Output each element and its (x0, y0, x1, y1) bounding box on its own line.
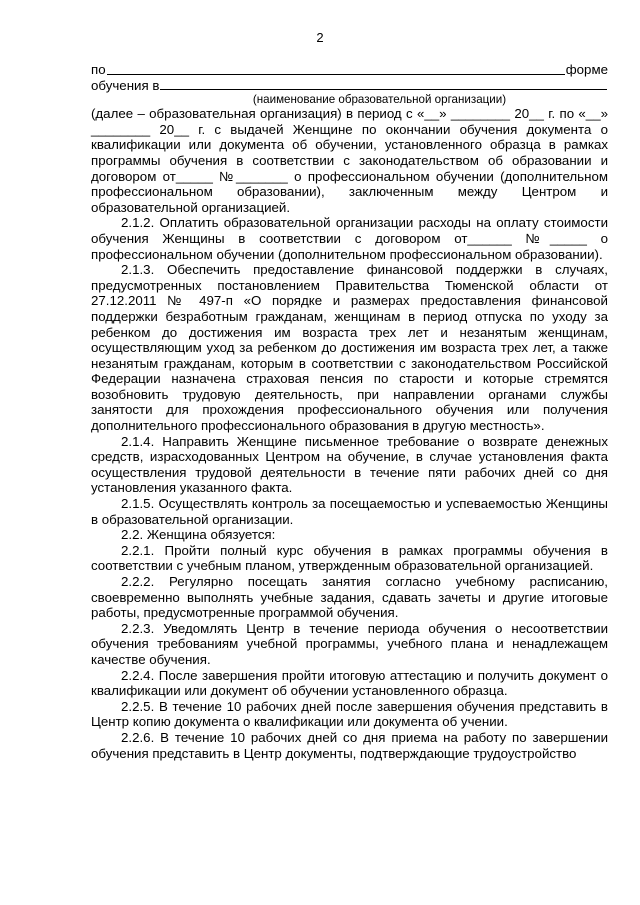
document-paragraph: 2.1.5. Осуществлять контроль за посещаемостью и успеваемостью Женщины в образовательной организации. (91, 496, 608, 527)
header-line-prefix: по (91, 62, 106, 77)
document-paragraph: 2.2.1. Пройти полный курс обучения в рамках программы обучения в соответствии с учебным планом, утвержденным образовательной организацией. (91, 542, 608, 574)
org-blank-field (160, 78, 607, 90)
org-line (91, 78, 608, 94)
org-caption: (наименование образовательной организации) (252, 93, 507, 107)
org-line-prefix: обучения в (91, 77, 160, 93)
document-paragraph: 2.2.4. После завершения пройти итоговую аттестацию и получить документ о квалификации или документ об обучении установленного образца. (91, 667, 608, 699)
document-paragraph: 2.1.4. Направить Женщине письменное требование о возврате денежных средств, израсходованных Центром на обучение, в случае установления факта осуществления трудовой деятельности в течение пяти рабочих дней со дня установления указанного факта. (91, 433, 608, 496)
document-paragraph: 2.1.2. Оплатить образовательной организации расходы на оплату стоимости обучения Женщины в соответствии с договором от______ №_____ о профессиональном обучении (дополнительном профессиональном образовании). (91, 215, 608, 262)
header-line (91, 62, 608, 78)
header-blank-field (107, 63, 565, 75)
document-paragraph: (далее – образовательная организация) в период с «__» ________ 20__ г. по «__» ________ 20__ г. с выдачей Женщине по окончании обучения документа о квалификации или документа об обучении, установленного образца в рамках программы обучения в соответствии с законодательством об образовании и договором от_____ №_______ о профессиональном обучении (дополнительном профессиональном образовании), заключенным между Центром и образовательной организацией. (91, 106, 608, 215)
document-paragraph: 2.2.5. В течение 10 рабочих дней после завершения обучения представить в Центр копию документа о квалификации или документа об учении. (91, 698, 608, 730)
document-paragraph: 2.2.2. Регулярно посещать занятия согласно учебному расписанию, своевременно выполнять учебные задания, сдавать зачеты и другие итоговые работы, предусмотренные программой обучения. (91, 574, 608, 621)
paragraph-list (91, 106, 608, 761)
document-paragraph: 2.1.3. Обеспечить предоставление финансовой поддержки в случаях, предусмотренных постановлением Правительства Тюменской области от 27.12.2011 № 497-п «О порядке и размерах предоставления финансовой поддержки безработным гражданам, женщинам в период отпуска по уходу за ребенком до достижения им возраста трех лет и незанятым женщинам, осуществляющим уход за ребенком до достижения им возраста трех лет, а также незанятым гражданам, которым в соответствии с законодательством Российской Федерации назначена страховая пенсия по старости и которые стремятся возобновить трудовую деятельность, при направлении органами службы занятости для прохождения профессионального обучения или получения дополнительного профессионального образования в другую местность». (91, 262, 608, 434)
document-body (91, 62, 608, 761)
document-paragraph: 2.2. Женщина обязуется: (121, 527, 276, 543)
page-number: 2 (316, 30, 324, 45)
document-paragraph: 2.2.6. В течение 10 рабочих дней со дня приема на работу по завершении обучения представить в Центр документы, подтверждающие трудоустройство (91, 729, 608, 761)
header-line-suffix: форме (565, 62, 608, 77)
document-paragraph: 2.2.3. Уведомлять Центр в течение периода обучения о несоответствии обучения требованиям учебной программы, учебного плана и ненадлежащем качестве обучения. (91, 620, 608, 667)
